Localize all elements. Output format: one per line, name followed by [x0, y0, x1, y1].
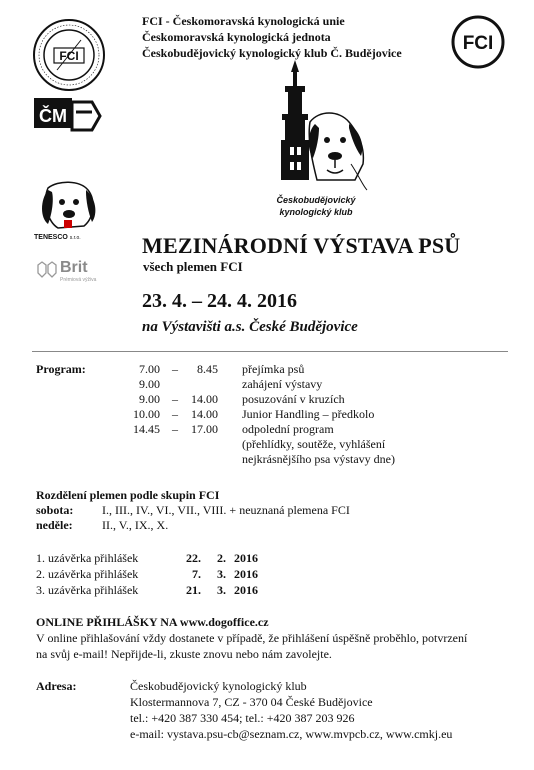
event-title: MEZINÁRODNÍ VÝSTAVA PSŮ [142, 233, 461, 258]
online-heading: ONLINE PŘIHLÁŠKY NA www.dogoffice.cz [36, 615, 269, 629]
org-line-fci: FCI - Českomoravská kynologická unie [142, 14, 345, 28]
tenesco-logo [28, 178, 108, 248]
brit-logo [36, 259, 102, 285]
online-line-2: na svůj e-mail! Nepřijde-li, zkuste znovu nebo nám zavolejte. [36, 647, 332, 661]
fci-round-text: FCI [59, 49, 79, 63]
divider [32, 351, 508, 352]
online-line-1: V online přihlašování vždy dostanete v případě, že přihlášení úspěšně proběhlo, potvrzení [36, 631, 468, 645]
event-subtitle: všech plemen FCI [143, 259, 243, 274]
event-date: 23. 4. – 24. 4. 2016 [142, 290, 297, 312]
fci-round-logo [32, 18, 106, 92]
club-logo [255, 52, 377, 222]
groups-heading: Rozdělení plemen podle skupin FCI [36, 488, 220, 502]
address-line-1: Českobudějovický kynologický klub [130, 679, 307, 693]
program-label: Program: [36, 362, 86, 376]
address-line-2: Klostermannova 7, CZ - 370 04 České Budějovice [130, 695, 373, 709]
brit-tagline: Prémiová výživa [60, 277, 97, 283]
fci-logo-text: FCI [462, 33, 494, 54]
cmku-logo [32, 94, 102, 138]
address-label: Adresa: [36, 679, 77, 693]
tenesco-name: TENESCO [34, 234, 68, 241]
club-name-line1: Českobudějovický [276, 195, 356, 205]
program-schedule: 7.00 – 8.45 přejímka psů 9.00 zahájení výstavy 9.00 – 14.00 posuzování v kruzích 10.00 – 14.00 Junior Handling – předkolo 14.45 – 17.00 odpolední program (přehlídky, soutěže, vyhlášení nejkrásnějšího psa výstavy dne) [133, 362, 395, 466]
cmku-logo-text: ČM [39, 106, 67, 126]
sunday-label: neděle: [36, 518, 73, 532]
sunday-groups: II., V., IX., X. [102, 518, 169, 532]
saturday-label: sobota: [36, 503, 74, 517]
club-name-line2: kynologický klub [279, 207, 353, 217]
org-line-club: Českobudějovický kynologický klub Č. Budějovice [142, 46, 402, 60]
saturday-groups: I., III., IV., VI., VII., VIII. + neuznaná plemena FCI [102, 503, 350, 517]
org-line-cmkj: Českomoravská kynologická jednota [142, 30, 331, 44]
brit-name: Brit [60, 259, 88, 276]
tenesco-suffix: s.r.o. [69, 235, 81, 241]
event-venue: na Výstavišti a.s. České Budějovice [142, 319, 358, 335]
address-phones: tel.: +420 387 330 454; tel.: +420 387 203 926 [130, 711, 355, 725]
fci-logo [450, 14, 506, 70]
address-contacts: e-mail: vystava.psu-cb@seznam.cz, www.mvpcb.cz, www.cmkj.eu [130, 727, 453, 741]
